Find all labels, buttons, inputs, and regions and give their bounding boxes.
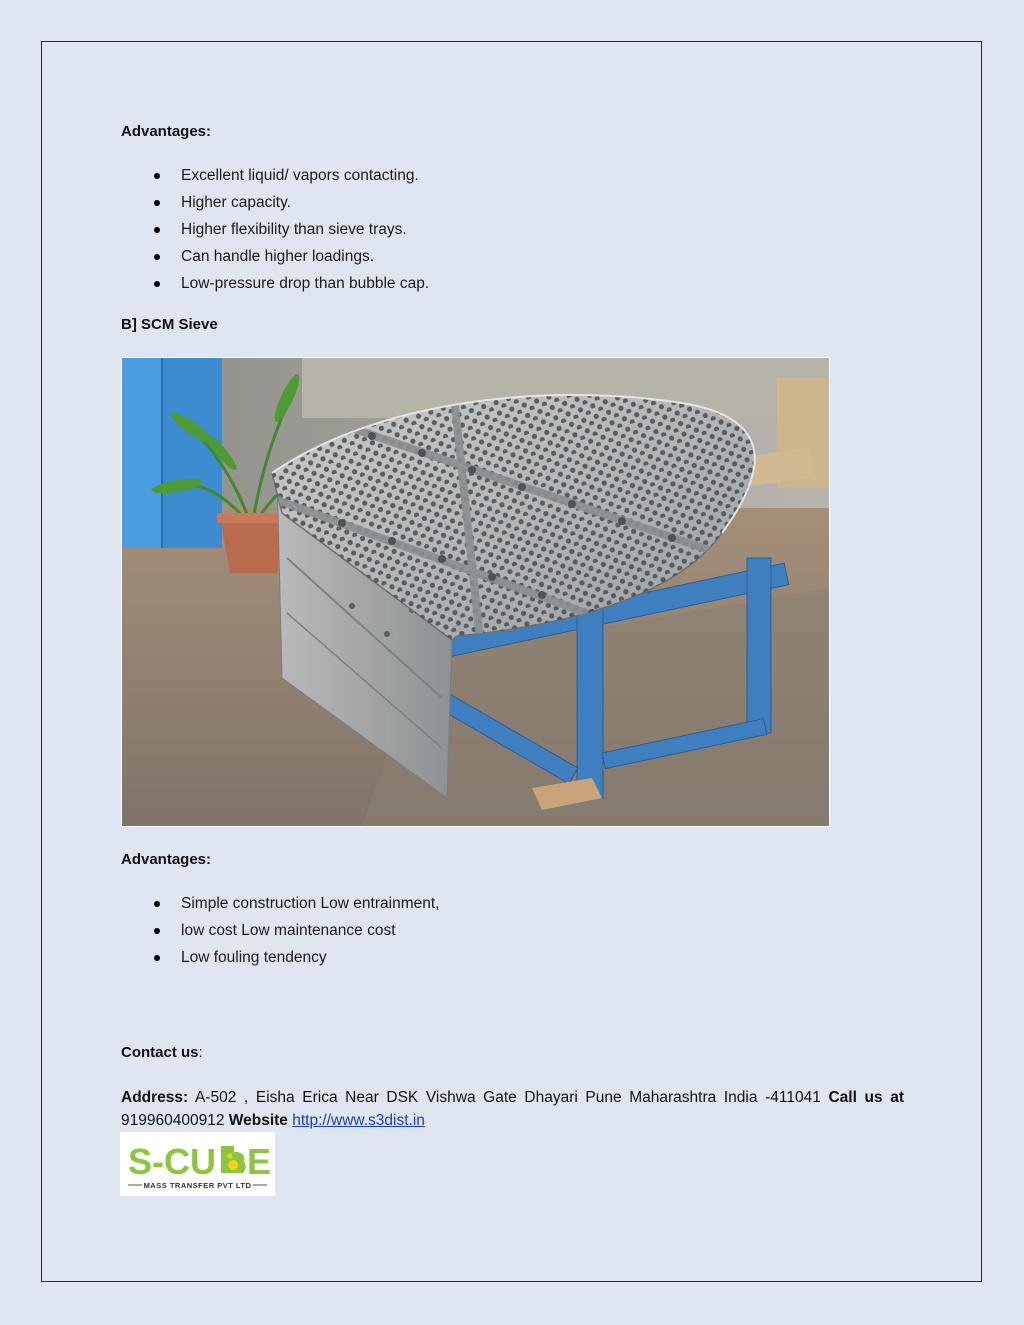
advantages-list-2 [121, 890, 439, 971]
list-item: Low fouling tendency [121, 944, 439, 971]
svg-text:E: E [247, 1141, 272, 1182]
list-item: Higher capacity. [121, 189, 429, 216]
bullet-icon [154, 254, 160, 260]
website-link[interactable]: http://www.s3dist.in [292, 1112, 425, 1129]
bullet-icon [154, 928, 160, 934]
phone-number: 919960400912 [121, 1112, 225, 1129]
logo-tagline: MASS TRANSFER PVT LTD [143, 1181, 252, 1190]
bullet-icon [154, 901, 160, 907]
list-item: Can handle higher loadings. [121, 243, 429, 270]
advantages-list-1 [121, 162, 429, 297]
list-item: Low-pressure drop than bubble cap. [121, 270, 429, 297]
bullet-icon [154, 200, 160, 206]
contact-heading: Contact us: [121, 1044, 203, 1061]
advantages-heading-2: Advantages: [121, 851, 212, 868]
phone-website-line [121, 1112, 425, 1130]
section-title-scm-sieve: B] SCM Sieve [121, 316, 218, 333]
bullet-icon [154, 281, 160, 287]
bullet-icon [154, 955, 160, 961]
sieve-tray-photo [121, 357, 830, 827]
bullet-icon [154, 173, 160, 179]
list-item: Excellent liquid/ vapors contacting. [121, 162, 429, 189]
website-label: Website [228, 1112, 288, 1129]
address-line: Address: A-502 , Eisha Erica Near DSK Vishwa Gate Dhayari Pune Maharashtra India -411041 Call us at [121, 1089, 904, 1106]
advantages-heading-1: Advantages: [121, 123, 212, 140]
list-item: low cost Low maintenance cost [121, 917, 439, 944]
list-item: Simple construction Low entrainment, [121, 890, 439, 917]
list-item: Higher flexibility than sieve trays. [121, 216, 429, 243]
logo-wordmark: S-CU [128, 1141, 216, 1182]
bullet-icon [154, 227, 160, 233]
s-cube-logo [120, 1132, 275, 1196]
